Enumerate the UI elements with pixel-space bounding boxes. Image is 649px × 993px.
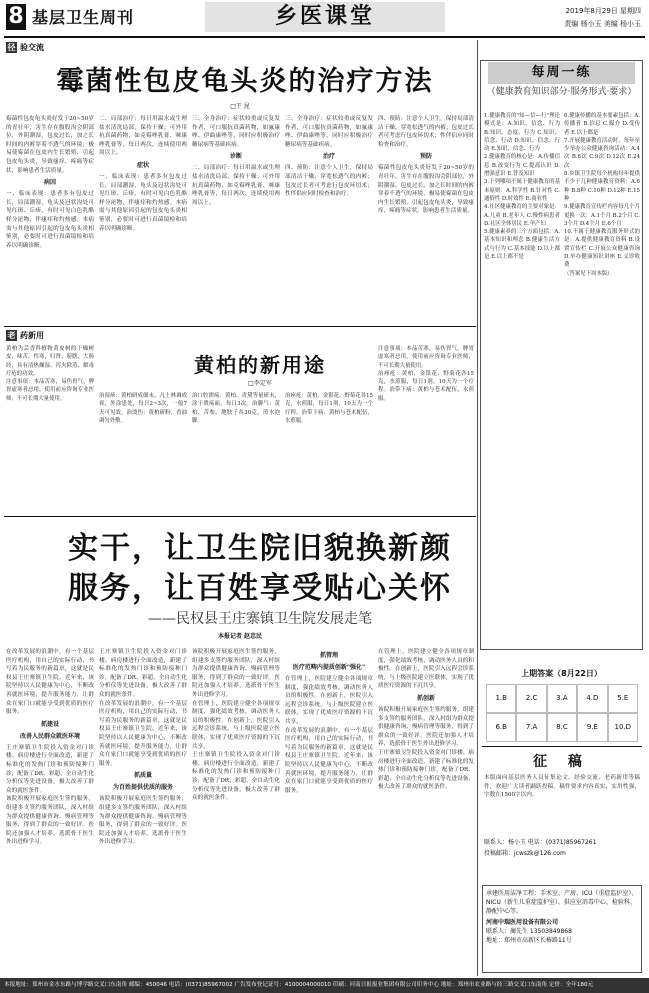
article3-col5 xyxy=(378,648,474,973)
answer-cell: 3.A xyxy=(547,684,577,713)
article3-col2 xyxy=(99,648,187,973)
article3-subhead: 抓质量 xyxy=(133,772,152,780)
article3-para: 该院积极开展家庭医生签约服务，组建多支签约服务团队，深入村组为群众提供健康咨询、慢病管理等服务，得到了群众的一致好评。医院还加强人才培养，选派骨干医生外出进修学习。 xyxy=(6,796,94,846)
answer-cell: 9.E xyxy=(577,713,607,742)
article3-para: 在管理上，医院建立健全各项规章制度，强化绩效考核，调动医务人员的积极性。在创新上，医院引入远程会诊系统，与上级医院建立医联体，实现了优质医疗资源的下沉共享。 xyxy=(192,700,280,750)
article2-title: 黄柏的新用途 xyxy=(194,353,326,377)
answer-cell: 5.E xyxy=(608,684,638,713)
article1-para: 三、全身治疗：症状较重或反复发作者，可口服抗真菌药物，如氟康唑、伊曲康唑等，同时应积极治疗糖尿病等基础疾病。 xyxy=(192,116,280,148)
article3-para: 王庄寨镇卫生院投入资金对门诊楼、病房楼进行全面改造，新建了标准化的发热门诊和预防接种门诊，配备了DR、彩超、全自动生化分析仪等先进设备，极大改善了群众的就医条件。 xyxy=(99,649,187,698)
article3-subhead: 抓建设 xyxy=(40,720,59,728)
divider xyxy=(4,326,476,327)
article1-col1 xyxy=(6,115,94,320)
article1-para: 四、预防：注意个人卫生，保持局部清洁干燥，穿宽松透气的内裤；包皮过长者可考虑行包皮环切术；性伴侣应同时检查和治疗。 xyxy=(378,116,474,148)
article2-byline: □李定军 xyxy=(248,380,272,387)
article1-col3 xyxy=(192,115,280,320)
divider xyxy=(4,516,476,517)
article1-para: 二、局部治疗：每日用温水或生理盐水清洗局部，保持干燥；可外用抗真菌药物，如克霉唑乳膏、咪康唑乳膏等，每日两次，连续使用两周以上。 xyxy=(192,165,280,206)
article2-para: 治痤疮：黄柏、金银花、野菊花各15克，水煎服，每日1剂，10天为一个疗程。治带下病：黄柏与苍术配伍，水煎服。 xyxy=(378,370,474,402)
answer-cell: 4.D xyxy=(577,684,607,713)
article2-col1 xyxy=(6,345,94,510)
article3-para: 王庄寨镇卫生院投入资金对门诊楼、病房楼进行全面改造，新建了标准化的发热门诊和预防接种门诊，配备了DR、彩超、全自动生化分析仪等先进设备，极大改善了群众的就医条件。 xyxy=(6,744,94,794)
article3-para: 在改革发展的浪潮中，有一个基层医疗机构，用自己的实际行动，书写着为民服务的新篇章，这就是民权县王庄寨镇卫生院。近年来，该院坚持以人民健康为中心，不断改善就医环境，提升服务能力，让群众在家门口就能享受到优质的医疗服务。 xyxy=(99,700,187,767)
article1-para: 霉菌性包皮龟头炎好发于20~50岁的青壮年，害生存在腹股沟会阴部位，外阴潮湿，包皮过长，加之长时间的内裤穿着不透气的环境，极易使霉菌在包皮内生长繁殖，引起包皮龟头炎，导致瘙痒、疼痛等症状，影响患者生活质量。 xyxy=(378,165,474,215)
page-number: 8 xyxy=(6,4,26,30)
article3-title-line2: 服务，让百姓享受贴心关怀 xyxy=(68,571,452,606)
kicker-tag: 老 xyxy=(7,331,16,340)
header-rule xyxy=(4,36,645,38)
article1-col5 xyxy=(378,115,474,320)
kicker-article2 xyxy=(6,330,44,342)
article3-para: 在改革发展的浪潮中，有一个基层医疗机构，用自己的实际行动，书写着为民服务的新篇章，这就是民权县王庄寨镇卫生院。近年来，该院坚持以人民健康为中心，不断改善就医环境，提升服务能力，让群众在家门口就能享受到优质的医疗服务。 xyxy=(285,727,373,794)
footer: 本报地址：郑州市金水东路与博学路交叉口东南角 邮编：450046 电话：(0371)85967002 广告发布登记证号：4100004000010 印刷：河南日报报业集团有限公司印务中心 地址：郑州市农业路与经三路交叉口东南角 定价：全年180元 xyxy=(0,978,649,993)
editor-line: 责编 杨小玉 美编 杨小玉 xyxy=(564,20,641,28)
article1-subhead: 诊断 xyxy=(229,153,242,161)
kicker-text: 验交流 xyxy=(20,43,44,52)
advert-phone: 联系人：蔺先生 13503849868 xyxy=(486,928,572,935)
quiz-subtitle: （健康教育知识部分·服务形式·要求） xyxy=(486,87,637,97)
call-for-papers-title: 征 稿 xyxy=(533,754,590,770)
article1-subhead: 病因 xyxy=(43,179,56,187)
article3-para: 王庄寨镇卫生院投入资金对门诊楼、病房楼进行全面改造，新建了标准化的发热门诊和预防接种门诊，配备了DR、彩超、全自动生化分析仪等先进设备，极大改善了群众的就医条件。 xyxy=(192,752,280,802)
date-line: 2019年8月29日 星期四 xyxy=(565,7,641,15)
article2-col3: 治口腔溃疡：黄柏、青黛等量研末，涂于溃疡面，每日3次。治脚气：黄柏、苦参、地肤子各30克，煎水泡脚。 xyxy=(192,393,280,424)
answer-cell: 10.D xyxy=(608,713,638,742)
article3-subhead: 抓管理 xyxy=(319,652,338,659)
article3-subhead: 抓创新 xyxy=(416,694,435,702)
article3-para: 该院积极开展家庭医生签约服务，组建多支签约服务团队，深入村组为群众提供健康咨询、慢病管理等服务，得到了群众的一致好评。医院还加强人才培养，选派骨干医生外出进修学习。 xyxy=(378,706,474,748)
article3-para: 在改革发展的浪潮中，有一个基层医疗机构，用自己的实际行动，书写着为民服务的新篇章，这就是民权县王庄寨镇卫生院。近年来，该院坚持以人民健康为中心，不断改善就医环境，提升服务能力，让群众在家门口就能享受到优质的医疗服务。 xyxy=(6,649,94,716)
article3-para: 在管理上，医院建立健全各项规章制度，强化绩效考核，调动医务人员的积极性。在创新上，医院引入远程会诊系统，与上级医院建立医联体，实现了优质医疗资源的下沉共享。 xyxy=(378,649,474,690)
advert-company: 河南中瑞医用设备有限公司 xyxy=(486,919,559,926)
article3-para: 在管理上，医院建立健全各项规章制度，强化绩效考核，调动医务人员的积极性。在创新上，医院引入远程会诊系统，与上级医院建立医联体，实现了优质医疗资源的下沉共享。 xyxy=(285,676,373,725)
call-for-papers-contact: 联系人：杨小玉 电话：(0371)85967261 xyxy=(484,839,597,846)
answers-title: 上期答案（8月22日） xyxy=(521,669,602,678)
answer-cell: 1.B xyxy=(486,684,516,713)
article2-para: 注意事项：本品苦寒，易伤胃气，脾胃虚寒者忌用。使用前应咨询专业医师，不可长期大量使用。 xyxy=(6,379,94,402)
answer-cell: 8.C xyxy=(547,713,577,742)
quiz-questions-left: 1.健康教育的"知—信—行"理论模式是：A.知识、信念、行为 B.知识、态度、行为 C.知识、信念、行动 D.知识、信念、行动 E.知识、信念、行为 2.健康教育的核心是：A.传播信息 B.改变行为 C.提高认识 D.增强意识 E.普及知识 3.下列哪项不属于健康教育的基本原则：A.科学性 B.针对性 C.通俗性 D.时效性 E.商业性 4.社区健康教育的主要对象是：A.儿童 B.老年人 C.慢性病患者 D.社区全体居民 E.孕产妇 5.健康素养的三个方面包括：A.基本知识和理念 B.健康生活方式与行为 C.基本技能 D.以上都是 E.以上都不是 xyxy=(484,113,560,261)
article3-para: 王庄寨镇卫生院投入资金对门诊楼、病房楼进行全面改造，新建了标准化的发热门诊和预防接种门诊，配备了DR、彩超、全自动生化分析仪等先进设备，极大改善了群众的就医条件。 xyxy=(378,749,474,791)
answer-cell: 6.B xyxy=(486,713,516,742)
kicker-text: 药新用 xyxy=(20,331,44,340)
article3-para: 该院积极开展家庭医生签约服务，组建多支签约服务团队，深入村组为群众提供健康咨询、慢病管理等服务，得到了群众的一致好评。医院还加强人才培养，选派骨干医生外出进修学习。 xyxy=(99,796,187,846)
article1-subhead: 预防 xyxy=(419,153,432,161)
article3-byline: 本报记者 赵忠民 xyxy=(217,633,263,640)
article3-para: 该院积极开展家庭医生签约服务，组建多支签约服务团队，深入村组为群众提供健康咨询、慢病管理等服务，得到了群众的一致好评。医院还加强人才培养，选派骨干医生外出进修学习。 xyxy=(192,649,280,698)
article3-subhead: 医疗范畴内提质创新"强化" xyxy=(292,664,366,671)
article1-para: 二、局部治疗：每日用温水或生理盐水清洗局部，保持干燥；可外用抗真菌药物，如克霉唑乳膏、咪康唑乳膏等，每日两次，连续使用两周以上。 xyxy=(99,116,187,157)
answer-cell: 2.C xyxy=(516,684,546,713)
article1-para: 一、临床表现：患者多有包皮过长，局部潮湿，龟头及冠状沟处可见红斑、丘疹，有时可见白色乳酪样分泌物，伴瘙痒和灼热感。本病需与其他原因引起的包皮龟头炎相鉴别，必要时可进行真菌镜检和培养以明确诊断。 xyxy=(6,191,94,249)
section-title: 乡医课堂 xyxy=(205,2,445,32)
article1-title: 霉菌性包皮龟头炎的治疗方法 xyxy=(56,66,434,97)
article2-para: 注意事项：本品苦寒，易伤胃气，脾胃虚寒者忌用。使用前应咨询专业医师，不可长期大量使用。 xyxy=(378,346,474,369)
advert-address: 地址：郑州市高新区长椿路11号 xyxy=(486,937,572,944)
article3-subhead: 为百姓提供优质的服务 xyxy=(112,784,173,792)
article1-para: 四、预防：注意个人卫生，保持局部清洁干燥，穿宽松透气的内裤；包皮过长者可考虑行包皮环切术；性伴侣应同时检查和治疗。 xyxy=(285,165,373,198)
page-name: 基层卫生周刊 xyxy=(32,8,135,27)
kicker-article1 xyxy=(6,42,44,54)
article3-col3 xyxy=(192,648,280,973)
article2-col4: 治痤疮：黄柏、金银花、野菊花各15克，水煎服，每日1剂，10天为一个疗程。治带下病：黄柏与苍术配伍，水煎服。 xyxy=(285,393,373,424)
article1-para: 一、临床表现：患者多有包皮过长，局部潮湿，龟头及冠状沟处可见红斑、丘疹，有时可见白色乳酪样分泌物，伴瘙痒和灼热感。本病需与其他原因引起的包皮龟头炎相鉴别，必要时可进行真菌镜检和培养以明确诊断。 xyxy=(99,173,187,232)
article1-subhead: 治疗 xyxy=(322,153,335,161)
article3-col1 xyxy=(6,648,94,973)
advert-box xyxy=(482,885,642,973)
answer-cell: 7.A xyxy=(516,713,546,742)
call-for-papers-email: 投稿邮箱：jcwszk@126.com xyxy=(484,850,566,857)
article1-para: 霉菌性包皮龟头炎好发于20~50岁的青壮年，害生存在腹股沟会阴部位，外阴潮湿，包皮过长，加之长时间的内裤穿着不透气的环境，极易使霉菌在包皮内生长繁殖，引起包皮龟头炎，导致瘙痒、疼痛等症状，影响患者生活质量。 xyxy=(6,116,94,174)
article1-col2 xyxy=(99,115,187,320)
divider xyxy=(482,746,642,747)
quiz-questions-right: 6.健康传播的基本要素包括：A.传播者 B.信息 C.媒介 D.受传者 E.以上都是 7.开展健康教育活动时，每年至少举办公众健康咨询活动：A.4次 B.6次 C.9次 D.12次 E.24次 8.乡镇卫生院每个机构每年提供不少于几种健康教育资料：A.6种 B.8种 C.10种 D.12种 E.15种 9.健康教育宣传栏内容每几个月更换一次：A.1个月 B.2个月 C.3个月 D.4个月 E.6个月 10.不属于健康教育服务形式的是：A.提供健康教育资料 B.设置宣传栏 C.开展公众健康咨询 D.举办健康知识讲座 E.义诊收费 （答案见下周本版） xyxy=(564,113,640,277)
article3-title-line1: 实干，让卫生院旧貌换新颜 xyxy=(68,531,452,566)
article3-subtitle: ——民权县王庄寨镇卫生院发展走笔 xyxy=(148,611,372,627)
kicker-tag: 径 xyxy=(7,43,16,52)
article2-para: 黄柏为芸香科植物黄皮树的干燥树皮，味苦，性寒，归肾、膀胱、大肠经，具有清热燥湿、泻火除蒸、解毒疗疮的功效。 xyxy=(6,346,94,377)
article3-subhead: 改善人民群众就医环境 xyxy=(19,732,80,740)
article1-col4 xyxy=(285,115,373,320)
article2-col5 xyxy=(378,345,474,510)
answers-grid xyxy=(486,684,638,738)
quiz-title: 每周一练 xyxy=(488,62,635,84)
article1-subhead: 症状 xyxy=(136,161,149,169)
advert-text: 承建医用洁净工程：手术室、产房、ICU（重症监护室）、NICU（新生儿重症监护室）、供应室消毒中心、检验科、静配中心等。 xyxy=(486,890,638,915)
call-for-papers-text: 本版面向基层医务人员征集论文、经验交流、老药新用等稿件，欢迎广大读者踊跃投稿。稿件要求内容真实、实用性强，字数在1500字以内。 xyxy=(484,775,640,799)
column-divider xyxy=(477,40,478,976)
article1-para: 三、全身治疗：症状较重或反复发作者，可口服抗真菌药物，如氟康唑、伊曲康唑等，同时应积极治疗糖尿病等基础疾病。 xyxy=(285,116,373,148)
article1-byline: □王 昆 xyxy=(230,103,250,110)
article3-col4 xyxy=(285,648,373,973)
article2-col2: 治湿疹：黄柏研成细末，凡士林调成膏，外涂患处，每日2~3次，一般7天可见效。治烫伤：黄柏研粉，香油调匀外敷。 xyxy=(99,393,187,424)
